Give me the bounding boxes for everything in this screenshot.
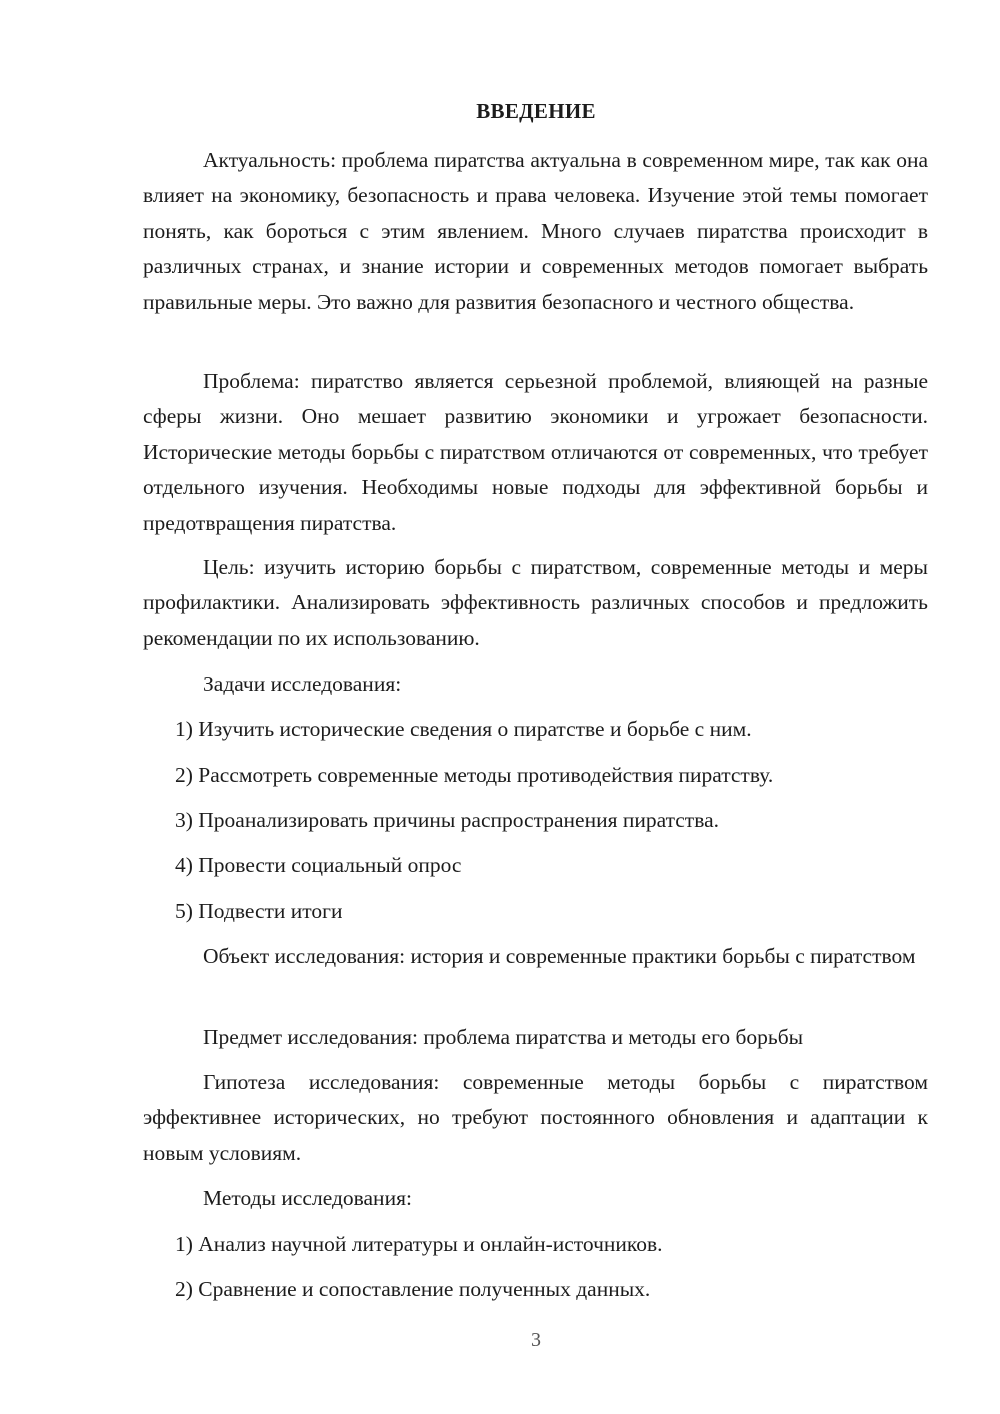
relevance-paragraph: Актуальность: проблема пиратства актуальна в современном мире, так как она влияет на экономику, безопасность и права человека. Изучение этой темы помогает понять, как бороться с этим явлением. Много случаев пиратства происходит в различных странах, и знание истории и современных методов помогает выбрать правильные меры. Это важно для развития безопасного и честного общества. [143,148,928,314]
task-item-5: 5) Подвести итоги [175,899,343,923]
method-item-1: 1) Анализ научной литературы и онлайн-источников. [175,1232,663,1256]
method-item-2: 2) Сравнение и сопоставление полученных данных. [175,1277,651,1301]
tasks-title: Задачи исследования: [203,672,402,696]
object-paragraph: Объект исследования: история и современные практики борьбы с пиратством [203,944,916,968]
task-item-1: 1) Изучить исторические сведения о пиратстве и борьбе с ним. [175,717,752,741]
problem-paragraph: Проблема: пиратство является серьезной проблемой, влияющей на разные сферы жизни. Оно мешает развитию экономики и угрожает безопасности. Исторические методы борьбы с пиратством отличаются от современных, что требует отдельного изучения. Необходимы новые подходы для эффективной борьбы и предотвращения пиратства. [143,369,928,535]
task-item-4: 4) Провести социальный опрос [175,853,462,877]
page-number: 3 [531,1329,541,1351]
task-item-2: 2) Рассмотреть современные методы противодействия пиратству. [175,763,774,787]
goal-paragraph: Цель: изучить историю борьбы с пиратством, современные методы и меры профилактики. Анализировать эффективность различных способов и предложить рекомендации по их использованию. [143,555,928,650]
methods-title: Методы исследования: [203,1186,412,1210]
subject-paragraph: Предмет исследования: проблема пиратства и методы его борьбы [203,1025,804,1049]
page-title: ВВЕДЕНИЕ [476,99,596,123]
task-item-3: 3) Проанализировать причины распространения пиратства. [175,808,719,832]
hypothesis-paragraph: Гипотеза исследования: современные методы борьбы с пиратством эффективнее исторических, но требуют постоянного обновления и адаптации к новым условиям. [143,1070,928,1165]
